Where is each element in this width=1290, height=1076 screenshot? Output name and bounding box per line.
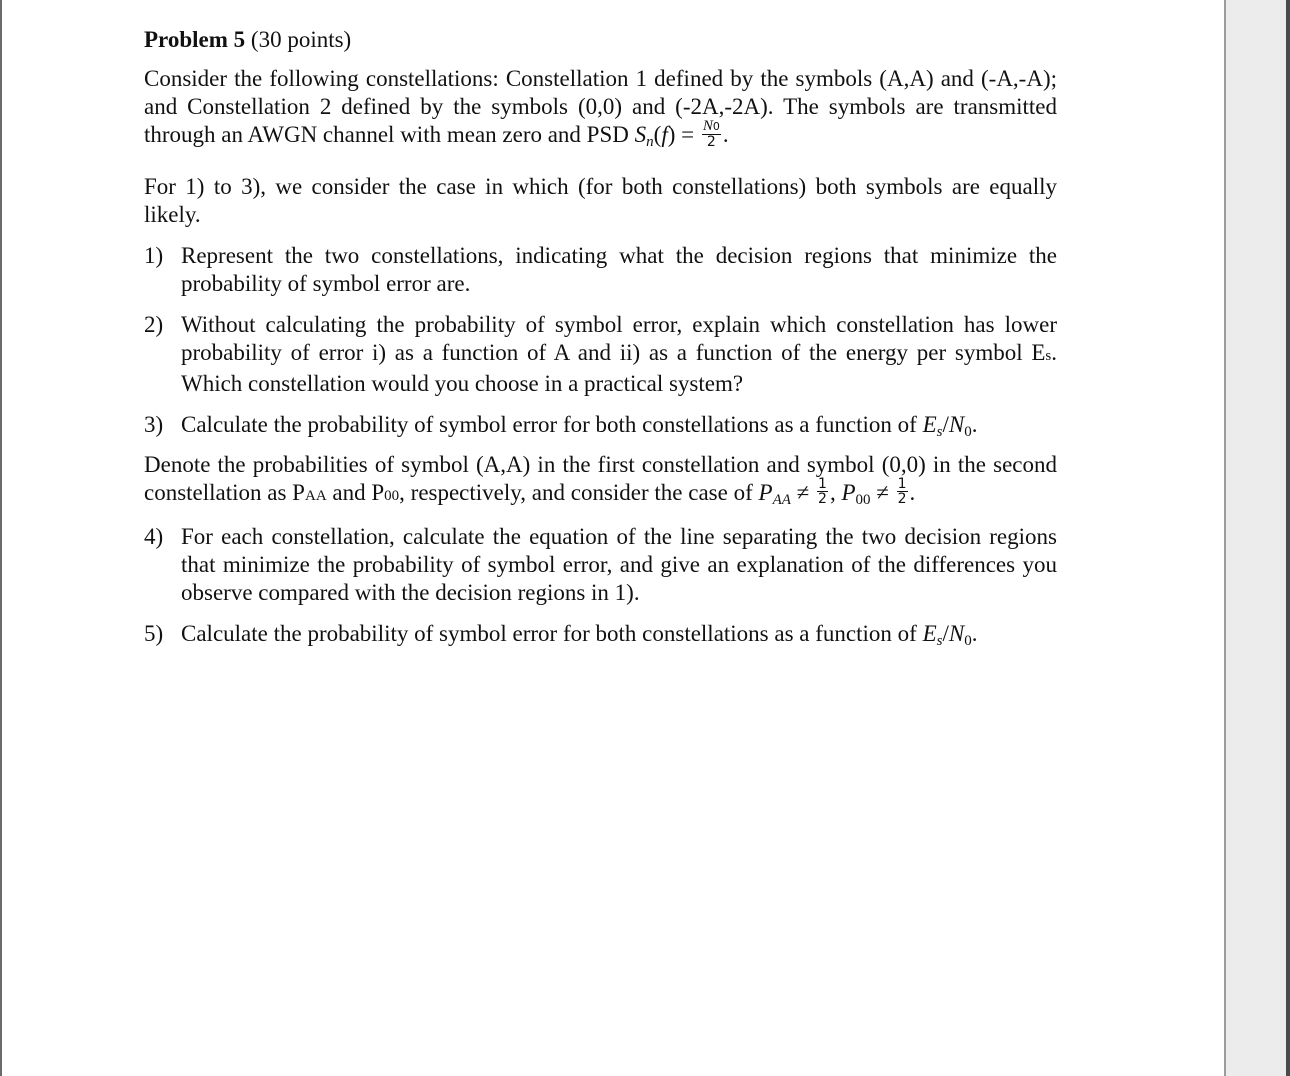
question-5-es: E	[922, 620, 937, 646]
window-left-edge	[0, 0, 2, 1076]
para3-neq-1: ≠	[790, 479, 816, 505]
para3-end: .	[909, 479, 916, 505]
para3-frac1-den: 2	[818, 490, 827, 507]
problem-points: (30 points)	[250, 27, 352, 52]
question-3-number: 3)	[144, 411, 164, 437]
psd-frac-den: 2	[706, 133, 716, 150]
question-5-number: 5)	[144, 620, 164, 646]
question-4-text: For each constellation, calculate the equation of the line separating the two decision regions that minimize the probability of symbol error, and give an explanation of the differences you observe compared with the decision regions in 1).	[181, 523, 1057, 605]
psd-frac-num: N	[702, 117, 713, 134]
question-5-n0-sub: 0	[964, 632, 972, 649]
question-3-n0: N	[948, 411, 965, 437]
question-3-text: Calculate the probability of symbol error for both constellations as a function of	[181, 411, 923, 437]
para3-and: and P	[326, 479, 385, 505]
para3-p00: P	[841, 479, 856, 505]
paragraph-unequal-probabilities	[144, 451, 1057, 510]
para3-mid: , respectively, and consider the case of	[399, 479, 759, 505]
viewer-gutter	[1226, 0, 1286, 1076]
question-2	[144, 311, 1057, 398]
para3-sub-aa: AA	[304, 487, 327, 504]
psd-symbol: S	[634, 122, 647, 147]
para3-paa: P	[758, 479, 773, 505]
question-5	[144, 620, 1057, 648]
question-3	[144, 411, 1057, 439]
question-4	[144, 523, 1057, 607]
question-2-text-end: . Which constellation would you choose in a practical system?	[181, 339, 1057, 396]
question-3-end: .	[971, 411, 978, 437]
document-page	[144, 26, 1057, 648]
psd-frac-num-sub: 0	[712, 119, 720, 133]
para3-comma: ,	[829, 479, 842, 505]
para3-frac2-den: 2	[897, 490, 907, 507]
psd-f: f	[661, 122, 668, 147]
question-5-slash: /	[942, 620, 949, 646]
scrollbar-track[interactable]	[1286, 0, 1290, 1076]
para3-sub-00: 00	[384, 487, 400, 504]
para3-frac2-num: 1	[897, 475, 907, 492]
question-1-number: 1)	[144, 242, 164, 268]
question-1-text: Represent the two constellations, indicating what the decision regions that minimize the probability of symbol error are.	[181, 242, 1057, 296]
para3-neq-2: ≠	[870, 479, 895, 505]
para3-paa-sub: AA	[772, 491, 791, 508]
question-3-n0-sub: 0	[964, 423, 972, 440]
question-2-number: 2)	[144, 311, 164, 337]
question-3-slash: /	[942, 411, 949, 437]
para3-text: Denote the probabilities of symbol (A,A) in the first constellation and symbol (0,0) in the second constellation as P	[144, 451, 1057, 505]
para3-fraction-2	[897, 477, 908, 506]
question-5-text: Calculate the probability of symbol error for both constellations as a function of	[181, 620, 923, 646]
question-5-es-sub: s	[936, 632, 943, 649]
psd-close: ) =	[667, 122, 700, 147]
question-5-n0: N	[948, 620, 965, 646]
intro-end: .	[722, 122, 729, 147]
para3-p00-sub: 00	[855, 491, 871, 508]
intro-text: Consider the following constellations: Constellation 1 defined by the symbols (A,A) and (-A,-A); and Constellation 2 defined by the symbols (0,0) and (-2A,-2A). The symbols are transmitted through an AWGN channel with mean zero and PSD	[144, 66, 1057, 147]
question-1	[144, 242, 1057, 298]
psd-fraction	[702, 119, 721, 149]
question-4-number: 4)	[144, 523, 164, 549]
problem-label: Problem 5	[144, 27, 246, 52]
problem-title	[144, 26, 1057, 54]
question-3-es: E	[922, 411, 937, 437]
question-3-es-sub: s	[936, 423, 943, 440]
intro-paragraph	[144, 65, 1057, 152]
psd-subscript: n	[646, 134, 654, 150]
para3-fraction-1	[817, 477, 828, 506]
paragraph-equally-likely: For 1) to 3), we consider the case in which (for both constellations) both symbols are equally likely.	[144, 173, 1057, 227]
question-2-subscript: s	[1045, 347, 1052, 364]
question-5-end: .	[971, 620, 978, 646]
para3-frac1-num: 1	[818, 475, 827, 492]
psd-open: (	[653, 122, 662, 147]
question-2-text: Without calculating the probability of symbol error, explain which constellation has lower probability of error i) as a function of A and ii) as a function of the energy per symbol E	[181, 311, 1057, 365]
